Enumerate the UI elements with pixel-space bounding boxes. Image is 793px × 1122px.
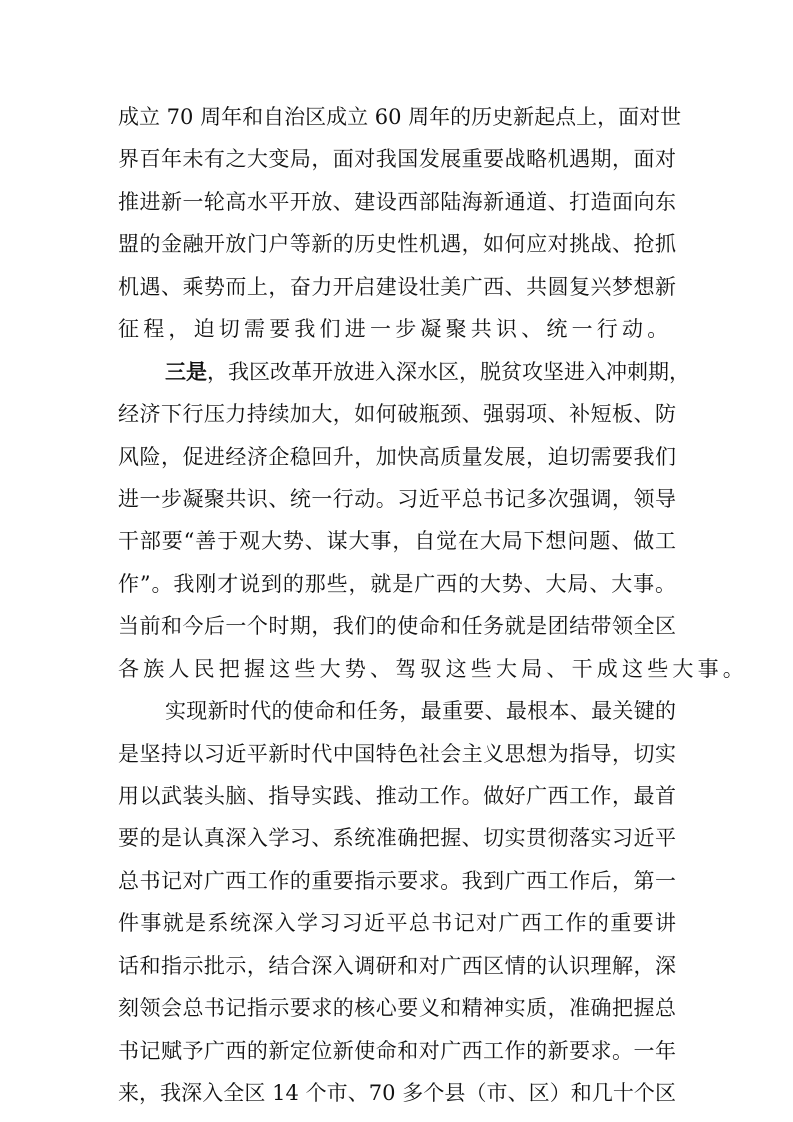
line-text: 件事就是系统深入学习习近平总书记对广西工作的重要讲 [118, 911, 676, 936]
text-line [118, 308, 676, 350]
line-text: 风险，促进经济企稳回升，加快高质量发展，迫切需要我们 [118, 444, 676, 469]
text-line [118, 478, 676, 520]
line-text: 盟的金融开放门户等新的历史性机遇，如何应对挑战、抢抓 [118, 232, 676, 257]
text-line [118, 563, 676, 605]
text-line [118, 181, 676, 223]
text-line [118, 436, 676, 478]
text-line [118, 223, 676, 265]
line-text: 实现新时代的使命和任务，最重要、最根本、最关键的 [165, 699, 676, 724]
line-text: 机遇、乘势而上，奋力开启建设壮美广西、共圆复兴梦想新 [118, 274, 676, 299]
text-line [118, 96, 682, 138]
bold-lead: 三是 [165, 358, 207, 384]
text-line [118, 860, 676, 902]
line-text: ，我区改革开放进入深水区，脱贫攻坚进入冲刺期， [207, 359, 690, 384]
line-text: 征程，迫切需要我们进一步凝聚共识、统一行动。 [118, 317, 673, 342]
line-text: 总书记对广西工作的重要指示要求。我到广西工作后，第一 [118, 868, 676, 893]
text-line [118, 690, 676, 732]
line-text: 各族人民把握这些大势、驾驭这些大局、干成这些大事。 [118, 656, 748, 681]
text-line [118, 1072, 676, 1114]
text-line [118, 266, 676, 308]
text-line [118, 605, 676, 647]
line-text: 成立 70 周年和自治区成立 60 周年的历史新起点上，面对世 [118, 105, 682, 129]
line-text: 进一步凝聚共识、统一行动。习近平总书记多次强调，领导 [118, 486, 676, 511]
text-line [118, 902, 676, 944]
line-text: 书记赋予广西的新定位新使命和对广西工作的新要求。一年 [118, 1038, 676, 1063]
line-text: 是坚持以习近平新时代中国特色社会主义思想为指导，切实 [118, 741, 676, 766]
line-text: 干部要“善于观大势、谋大事，自觉在大局下想问题、做工 [118, 529, 676, 554]
line-text: 作”。我刚才说到的那些，就是广西的大势、大局、大事。 [118, 571, 676, 596]
text-line [118, 648, 748, 690]
text-line [118, 987, 676, 1029]
text-line [118, 945, 676, 987]
text-line [118, 817, 676, 859]
line-text: 来，我深入全区 14 个市、70 多个县（市、区）和几十个区 [118, 1081, 676, 1106]
line-text: 推进新一轮高水平开放、建设西部陆海新通道、打造面向东 [118, 189, 676, 214]
document-body [118, 96, 748, 1115]
text-line [118, 138, 676, 180]
line-text: 当前和今后一个时期，我们的使命和任务就是团结带领全区 [118, 614, 676, 639]
line-text: 话和指示批示，结合深入调研和对广西区情的认识理解，深 [118, 953, 676, 978]
line-text: 用以武装头脑、指导实践、推动工作。做好广西工作，最首 [118, 784, 676, 808]
text-line [118, 393, 676, 435]
text-line [118, 520, 676, 562]
line-text: 界百年未有之大变局，面对我国发展重要战略机遇期，面对 [118, 147, 676, 172]
text-line [118, 733, 676, 775]
line-text: 刻领会总书记指示要求的核心要义和精神实质，准确把握总 [118, 996, 676, 1021]
text-line [118, 775, 676, 817]
text-line [118, 1030, 676, 1072]
text-line [118, 351, 690, 393]
line-text: 经济下行压力持续加大，如何破瓶颈、强弱项、补短板、防 [118, 402, 676, 427]
line-text: 要的是认真深入学习、系统准确把握、切实贯彻落实习近平 [118, 826, 676, 851]
